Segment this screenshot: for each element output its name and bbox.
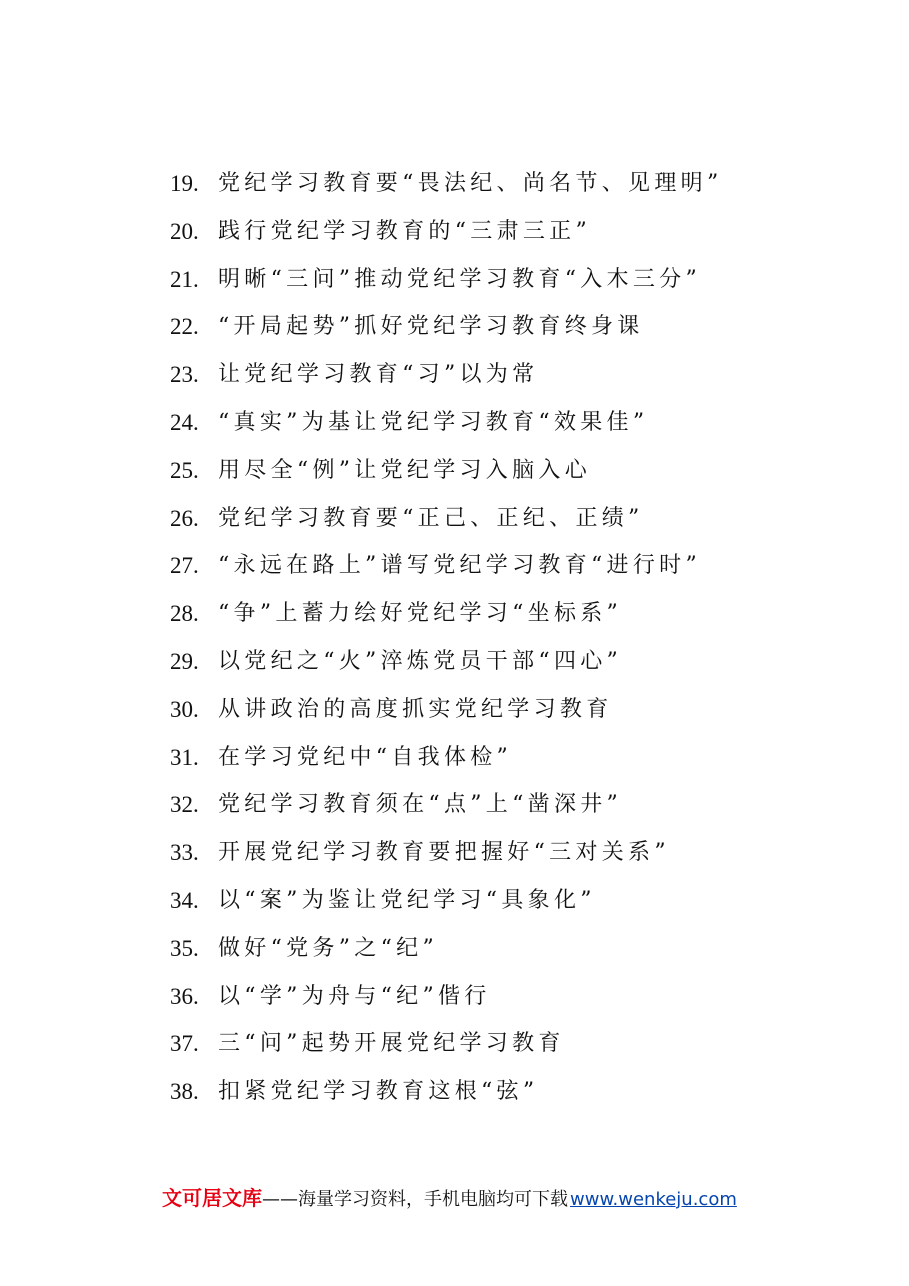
- list-item: [170, 1068, 870, 1116]
- list-item-title: “真实”为基让党纪学习教育“效果佳”: [218, 409, 649, 435]
- list-item: [170, 495, 870, 543]
- title-list: [170, 160, 870, 1116]
- list-item-title: 做好“党务”之“纪”: [218, 935, 438, 961]
- list-item-number: 30.: [170, 696, 199, 722]
- list-item-title: 用尽全“例”让党纪学习入脑入心: [218, 457, 591, 483]
- list-item-title: 三“问”起势开展党纪学习教育: [218, 1031, 565, 1057]
- list-item: [170, 303, 870, 351]
- list-item-number: 25.: [170, 457, 199, 483]
- list-item-title: 让党纪学习教育“习”以为常: [218, 362, 539, 388]
- list-item-number: 27.: [170, 553, 199, 579]
- list-item-number: 31.: [170, 744, 199, 770]
- list-item: [170, 781, 870, 829]
- list-item-number: 24.: [170, 409, 199, 435]
- list-item-title: “永远在路上”谱写党纪学习教育“进行时”: [218, 553, 701, 579]
- list-item-title: 扣紧党纪学习教育这根“弦”: [218, 1079, 539, 1105]
- list-item: [170, 877, 870, 925]
- list-item-number: 29.: [170, 648, 199, 674]
- list-item: [170, 686, 870, 734]
- list-item: [170, 256, 870, 304]
- footer-site-link[interactable]: www.wenkeju.com: [570, 1189, 737, 1210]
- list-item-number: 37.: [170, 1031, 199, 1057]
- list-item-number: 35.: [170, 935, 199, 961]
- list-item-number: 19.: [170, 171, 199, 196]
- list-item-title: 党纪学习教育要“正己、正纪、正绩”: [218, 505, 644, 531]
- list-item-number: 22.: [170, 314, 199, 340]
- list-item: [170, 734, 870, 782]
- list-item-title: 明晰“三问”推动党纪学习教育“入木三分”: [218, 266, 701, 292]
- list-item-number: 34.: [170, 887, 199, 913]
- list-item: [170, 925, 870, 973]
- list-item: [170, 638, 870, 686]
- footer: [162, 1182, 737, 1211]
- list-item-title: 开展党纪学习教育要把握好“三对关系”: [218, 840, 670, 866]
- list-item-title: 践行党纪学习教育的“三肃三正”: [218, 218, 591, 244]
- list-item: [170, 829, 870, 877]
- list-item-number: 28.: [170, 601, 199, 627]
- list-item-title: “开局起势”抓好党纪学习教育终身课: [218, 314, 644, 340]
- list-item-number: 26.: [170, 505, 199, 531]
- list-item-number: 38.: [170, 1079, 199, 1105]
- list-item-title: 以党纪之“火”淬炼党员干部“四心”: [218, 648, 623, 674]
- list-item-title: “争”上蓄力绘好党纪学习“坐标系”: [218, 601, 623, 627]
- list-item: [170, 973, 870, 1021]
- list-item-number: 32.: [170, 792, 199, 818]
- list-item-title: 以“案”为鉴让党纪学习“具象化”: [218, 887, 596, 913]
- list-item-number: 23.: [170, 362, 199, 388]
- footer-tagline: ——海量学习资料，手机电脑均可下载: [262, 1189, 568, 1210]
- list-item: [170, 1020, 870, 1068]
- list-item: [170, 447, 870, 495]
- footer-brand: 文可居文库: [162, 1186, 262, 1210]
- list-item: [170, 542, 870, 590]
- list-item-title: 党纪学习教育须在“点”上“凿深井”: [218, 792, 623, 818]
- list-item: [170, 160, 870, 208]
- list-item-number: 33.: [170, 840, 199, 866]
- list-item-number: 36.: [170, 983, 199, 1009]
- list-item: [170, 399, 870, 447]
- list-item-title: 在学习党纪中“自我体检”: [218, 744, 513, 770]
- list-item-title: 以“学”为舟与“纪”偕行: [218, 983, 491, 1009]
- list-item-number: 20.: [170, 218, 199, 244]
- list-item-number: 21.: [170, 266, 199, 292]
- list-item-title: 党纪学习教育要“畏法纪、尚名节、见理明”: [218, 171, 723, 196]
- list-item: [170, 351, 870, 399]
- list-item-title: 从讲政治的高度抓实党纪学习教育: [218, 696, 613, 722]
- list-item: [170, 590, 870, 638]
- list-item: [170, 208, 870, 256]
